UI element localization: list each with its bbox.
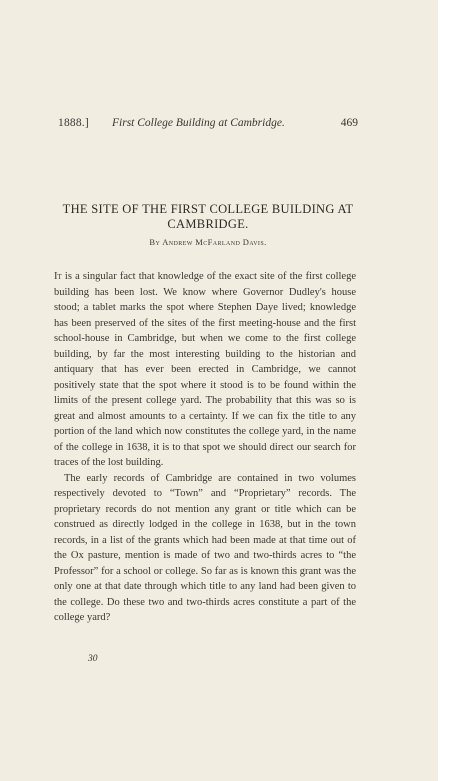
article-title: THE SITE OF THE FIRST COLLEGE BUILDING AT CAMBRIDGE. [62,202,354,231]
signature-mark: 30 [88,654,98,664]
running-head [58,117,358,133]
paragraph-1-lead: It [54,271,62,282]
running-head-year: 1888.] [58,117,89,129]
paragraph-1 [54,269,356,471]
page-number: 469 [340,117,358,129]
article-body [54,269,356,626]
paragraph-1-text: is a singular fact that knowledge of the exact site of the first college building has been lost. We know where Governor Dudley's house stood; a tablet marks the spot where Stephen Daye lived; knowledge has been preserved of the sites of the first meeting-house and the first school-house in Cambridge, but when we come to the first college building, by far the most interesting building to the historian and antiquary that has ever been erected in Cambridge, we cannot positively state that the spot where it stood is to be found within the limits of the present college yard. The probability that this was so is great and almost amounts to a certainty. If we can fix the title to any portion of the land which now constitutes the college yard, in the name of the college in 1638, it is to that spot we should direct our search for traces of the lost building. [54,271,356,468]
running-head-title: First College Building at Cambridge. [112,117,285,129]
author-byline: By Andrew McFarland Davis. [149,237,267,247]
paragraph-2 [54,471,356,626]
paragraph-2-text: The early records of Cambridge are contained in two volumes respectively devoted to “Town” and “Proprietary” records. The proprietary records do not mention any grant or title which can be construed as directly lodged in the college in 1638, but in the town records, in a list of the grants which had been made at that time out of the Ox pasture, mention is made of two and two-thirds acres to “the Professor” for a school or college. So far as is known this grant was the only one at that date through which title to any land had been given to the college. Do these two and two-thirds acres constitute a part of the college yard? [54,472,356,623]
